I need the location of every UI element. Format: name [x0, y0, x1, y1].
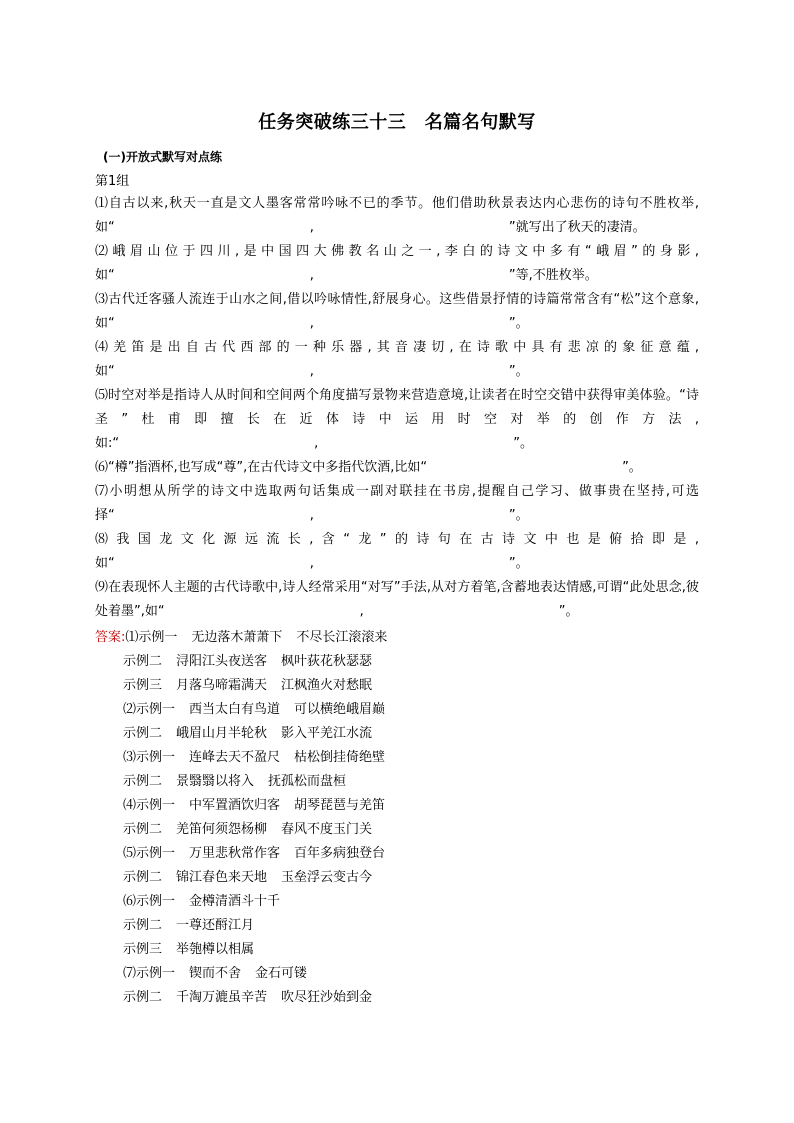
answer-part-a: 西当太白有鸟道 [189, 702, 281, 717]
answer-part-a: 峨眉山月半轮秋 [176, 726, 268, 741]
answer-prefix: ⑸示例一 [123, 846, 176, 861]
answer-part-b: 可以横绝峨眉巅 [294, 702, 386, 717]
section-heading: (一)开放式默写对点练 [103, 150, 222, 164]
answer-prefix: 示例二 [123, 870, 163, 885]
answer-prefix: 示例二 [123, 918, 163, 933]
answer-prefix: ⑷示例一 [123, 798, 176, 813]
answer-part-a: 月落乌啼霜满天 [176, 678, 268, 693]
answer-line [95, 770, 699, 794]
question-7: ⑺小明想从所学的诗文中选取两句话集成一副对联挂在书房,提醒自己学习、做事贵在坚持,可选择“ , ”。 [95, 484, 699, 523]
answer-part-a: 浔阳江头夜送客 [176, 654, 268, 669]
answer-label: 答案: [95, 630, 126, 645]
answer-part-a: 无边落木萧萧下 [191, 630, 283, 645]
answer-part-b: 春风不度玉门关 [281, 822, 373, 837]
answer-part-a: 连峰去天不盈尺 [189, 750, 281, 765]
answer-line [95, 746, 699, 770]
answer-line [95, 698, 699, 722]
answer-line [95, 626, 699, 650]
answer-prefix: 示例二 [123, 774, 163, 789]
group-heading: 第1组 [95, 174, 130, 189]
answer-prefix: ⑺示例一 [123, 966, 176, 981]
answer-line [95, 722, 699, 746]
answer-part-a: 锦江春色来天地 [176, 870, 268, 885]
answer-prefix: ⑹示例一 [123, 894, 176, 909]
answer-line [95, 914, 699, 938]
answer-part-b: 玉垒浮云变古今 [281, 870, 373, 885]
answer-part-a: 金樽清酒斗十千 [189, 894, 281, 909]
answer-part-b: 抚孤松而盘桓 [268, 774, 347, 789]
answer-line [95, 818, 699, 842]
answer-part-a: 万里悲秋常作客 [189, 846, 281, 861]
answer-line [95, 938, 699, 962]
answer-line [95, 794, 699, 818]
answer-section [95, 626, 699, 1010]
answer-part-a: 中军置酒饮归客 [189, 798, 281, 813]
answer-prefix: 示例二 [123, 726, 163, 741]
answer-line [95, 962, 699, 986]
answer-prefix: 示例三 [123, 942, 163, 957]
answer-line [95, 674, 699, 698]
answer-part-b: 吹尽狂沙始到金 [281, 990, 373, 1005]
question-5: ⑸时空对举是指诗人从时间和空间两个角度描写景物来营造意境,让读者在时空交错中获得审美体验。“诗圣”杜甫即擅长在近体诗中运用时空对举的创作方法,如:“ , ”。 [95, 388, 699, 451]
answer-prefix: 示例二 [123, 822, 163, 837]
question-3: ⑶古代迁客骚人流连于山水之间,借以吟咏情性,舒展身心。这些借景抒情的诗篇常常含有“松”这个意象,如“ , ”。 [95, 292, 699, 331]
page-title: 任务突破练三十三 名篇名句默写 [258, 112, 536, 133]
answer-prefix: ⑵示例一 [123, 702, 176, 717]
answer-prefix: ⑶示例一 [123, 750, 176, 765]
answer-part-b: 江枫渔火对愁眠 [281, 678, 373, 693]
answer-line [95, 650, 699, 674]
question-4: ⑷羌笛是出自古代西部的一种乐器,其音凄切,在诗歌中具有悲凉的象征意蕴,如“ , ”。 [95, 340, 699, 379]
answer-part-b: 枫叶荻花秋瑟瑟 [281, 654, 373, 669]
question-2: ⑵峨眉山位于四川,是中国四大佛教名山之一,李白的诗文中多有“峨眉”的身影,如“ , ”等,不胜枚举。 [95, 244, 699, 283]
answer-line [95, 890, 699, 914]
answer-part-a: 锲而不舍 [189, 966, 242, 981]
answer-part-a: 景翳翳以将入 [176, 774, 255, 789]
question-1: ⑴自古以来,秋天一直是文人墨客常常吟咏不已的季节。他们借助秋景表达内心悲伤的诗句不胜枚举,如“ , ”就写出了秋天的凄清。 [95, 196, 699, 235]
answer-part-b: 胡琴琵琶与羌笛 [294, 798, 386, 813]
answer-part-b: 不尽长江滚滚来 [296, 630, 388, 645]
answer-part-a: 举匏樽以相属 [176, 942, 255, 957]
answer-part-a: 千淘万漉虽辛苦 [176, 990, 268, 1005]
answer-part-a: 一尊还酹江月 [176, 918, 255, 933]
answer-prefix: 示例三 [123, 678, 163, 693]
answer-part-a: 羌笛何须怨杨柳 [176, 822, 268, 837]
answer-line [95, 842, 699, 866]
question-8: ⑻我国龙文化源远流长,含“龙”的诗句在古诗文中也是俯拾即是,如“ , ”。 [95, 532, 699, 571]
question-9: ⑼在表现怀人主题的古代诗歌中,诗人经常采用“对写”手法,从对方着笔,含蓄地表达情感,可谓“此处思念,彼处着墨”,如“ , ”。 [95, 580, 699, 619]
answer-part-b: 金石可镂 [255, 966, 308, 981]
answer-part-b: 枯松倒挂倚绝壁 [294, 750, 386, 765]
answer-part-b: 百年多病独登台 [294, 846, 386, 861]
answer-prefix: 示例二 [123, 654, 163, 669]
question-list [95, 192, 699, 624]
answer-part-b: 影入平羌江水流 [281, 726, 373, 741]
answer-prefix: 示例二 [123, 990, 163, 1005]
answer-line [95, 986, 699, 1010]
answer-line [95, 866, 699, 890]
answer-prefix: ⑴示例一 [125, 630, 178, 645]
question-6: ⑹“樽”指酒杯,也写成“尊”,在古代诗文中多指代饮酒,比如“ ”。 [95, 460, 642, 475]
